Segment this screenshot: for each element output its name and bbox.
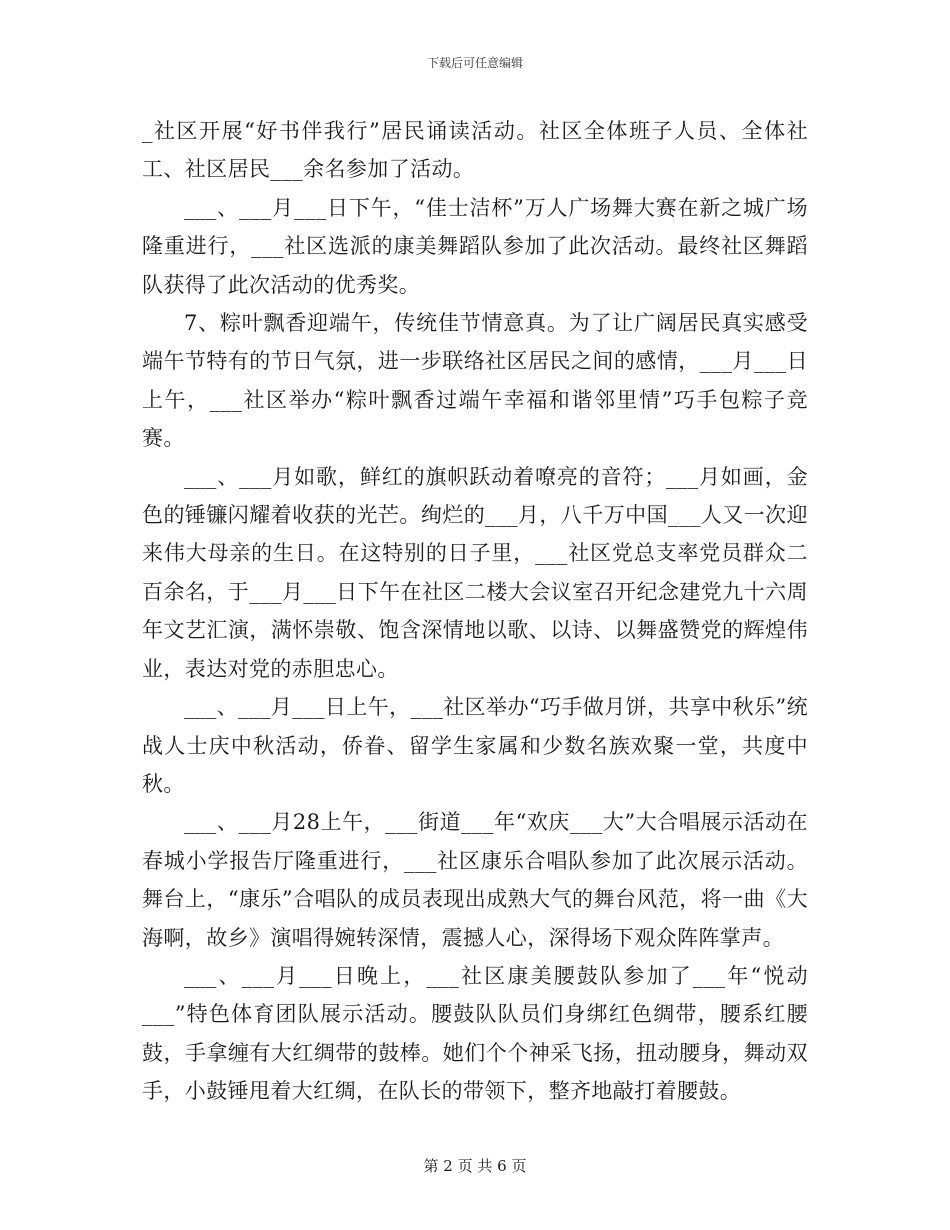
paragraph-3: 7、粽叶飘香迎端午，传统佳节情意真。为了让广阔居民真实感受端午节特有的节日气氛，进一步联络社区居民之间的感情，___月___日上午，___社区举办“粽叶飘香过端午幸福和谐邻里情”巧手包粽子竞赛。 — [142, 311, 808, 451]
paragraph-6: ___、___月28上午，___街道___年“欢庆___大”大合唱展示活动在春城小学报告厅隆重进行，___社区康乐合唱队参加了此次展示活动。舞台上，“康乐”合唱队的成员表现出成熟大气的舞台风范，将一曲《大海啊，故乡》演唱得婉转深情，震撼人心，深得场下观众阵阵掌声。 — [142, 810, 808, 950]
document-body — [142, 112, 808, 1111]
paragraph-4: ___、___月如歌，鲜红的旗帜跃动着嘹亮的音符；___月如画，金色的锤镰闪耀着收获的光芒。绚烂的___月，八千万中国___人又一次迎来伟大母亲的生日。在这特别的日子里，___社区党总支率党员群众二百余名，于___月___日下午在社区二楼大会议室召开纪念建党九十六周年文艺汇演，满怀崇敬、饱含深情地以歌、以诗、以舞盛赞党的辉煌伟业，表达对党的赤胆忠心。 — [142, 464, 808, 681]
paragraph-5: ___、___月___日上午，___社区举办“巧手做月饼，共享中秋乐”统战人士庆中秋活动，侨眷、留学生家属和少数名族欢聚一堂，共度中秋。 — [142, 695, 808, 796]
page-footer: 第 2 页 共 6 页 — [423, 1157, 527, 1175]
paragraph-1: _社区开展“好书伴我行”居民诵读活动。社区全体班子人员、全体社工、社区居民___余名参加了活动。 — [142, 119, 808, 182]
page-header: 下载后可任意编辑 — [426, 56, 523, 70]
paragraph-7: ___、___月___日晚上，___社区康美腰鼓队参加了___年“悦动___”特色体育团队展示活动。腰鼓队队员们身绑红色绸带，腰系红腰鼓，手拿缠有大红绸带的鼓棒。她们个个神采飞扬，扭动腰身，舞动双手，小鼓锤甩着大红绸，在队长的带领下，整齐地敲打着腰鼓。 — [142, 963, 808, 1104]
paragraph-2: ___、___月___日下午，“佳士洁杯”万人广场舞大赛在新之城广场隆重进行，___社区选派的康美舞蹈队参加了此次活动。最终社区舞蹈队获得了此次活动的优秀奖。 — [142, 195, 808, 297]
